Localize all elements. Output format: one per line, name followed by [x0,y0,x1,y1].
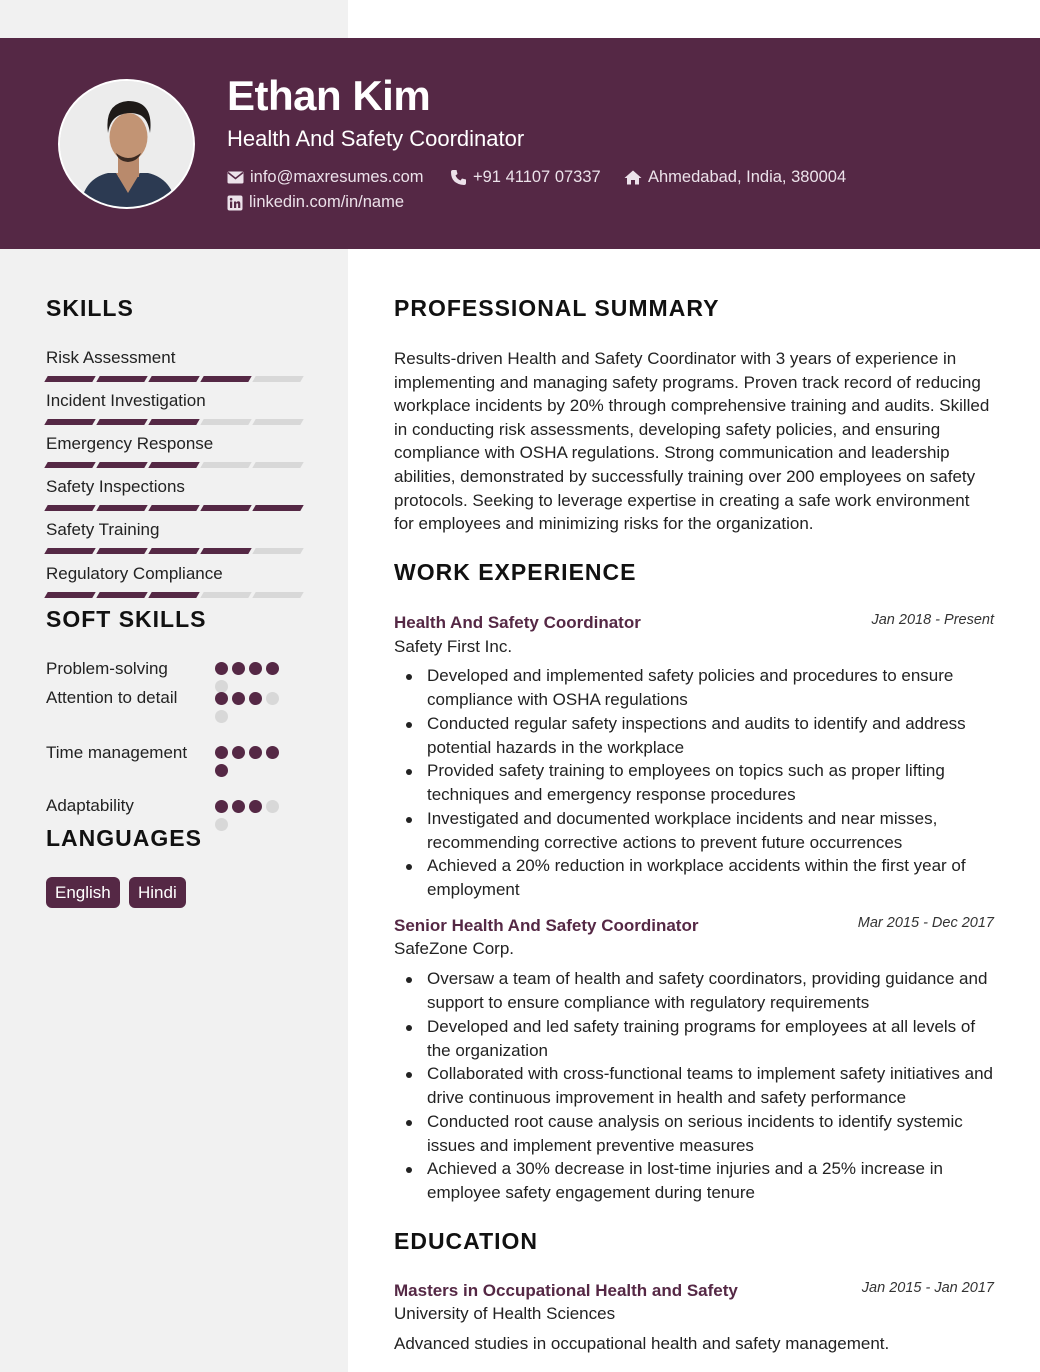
address-contact [624,168,846,187]
rating-dot [232,692,245,705]
skill-level-segment [44,548,95,554]
skill-level-segment [148,505,199,511]
skill-level-segment [252,419,303,425]
linkedin-text: linkedin.com/in/name [249,193,404,211]
skill-level-segment [44,462,95,468]
summary-text: Results-driven Health and Safety Coordinator with 3 years of experience in implementing and managing safety programs. Proven track record of reducing workplace incidents by 20% through comprehensive training and audits. Skilled in conducting risk assessments, developing safety policies, and ensuring compliance with OSHA regulations. Strong communication and leadership abilities, demonstrated by successfully training over 200 employees on safety protocols. Seeking to leverage expertise in creating a safe work environment for employees and minimizing risks for the organization. [394,349,990,534]
job-role: Senior Health And Safety Coordinator [394,916,699,935]
candidate-name: Ethan Kim [227,72,431,119]
skill-level-segment [252,376,303,382]
summary-heading: PROFESSIONAL SUMMARY [394,295,720,321]
skill-level-segment [96,376,147,382]
header-banner [0,38,1040,249]
linkedin-contact[interactable] [227,193,404,212]
skill-level-segment [252,505,303,511]
education-school: University of Health Sciences [394,1304,616,1323]
skill-label: Safety Training [46,520,160,539]
soft-skill-label: Attention to detail [46,688,178,707]
address-text: Ahmedabad, India, 380004 [648,168,847,186]
experience-heading: WORK EXPERIENCE [394,559,637,585]
skill-level-segment [200,462,251,468]
job-dates: Jan 2018 - Present [871,612,994,628]
rating-dot [266,746,279,759]
languages-heading: LANGUAGES [46,825,202,851]
job-dates: Mar 2015 - Dec 2017 [857,915,994,931]
education-description: Advanced studies in occupational health and safety management. [394,1334,890,1353]
list-item: Investigated and documented workplace incidents and near misses, recommending corrective actions to prevent future occurrences [394,807,994,855]
rating-dot [249,692,262,705]
list-item: Achieved a 30% decrease in lost-time injuries and a 25% increase in employee safety engagement during tenure [394,1157,994,1205]
skill-level-segment [252,592,303,598]
skill-level-segment [148,376,199,382]
list-item: Collaborated with cross-functional teams to implement safety initiatives and drive continuous improvement in health and safety performance [394,1062,994,1110]
job-company: SafeZone Corp. [394,939,515,958]
skill-label: Regulatory Compliance [46,564,223,583]
skill-label: Risk Assessment [46,348,176,367]
skill-level-segment [148,419,199,425]
job-bullets [394,967,994,1205]
job-company: Safety First Inc. [394,637,513,656]
avatar [58,79,195,209]
skill-label: Emergency Response [46,434,214,453]
skill-label: Safety Inspections [46,477,185,496]
skill-level-bar [46,462,302,468]
rating-dot [215,662,228,675]
phone-contact[interactable] [450,168,601,187]
education-dates: Jan 2015 - Jan 2017 [861,1280,994,1296]
list-item: Conducted regular safety inspections and audits to identify and address potential hazards in the workplace [394,712,994,760]
language-badge-hindi: Hindi [129,877,186,908]
soft-skills-heading: SOFT SKILLS [46,606,207,632]
list-item: Provided safety training to employees on topics such as proper lifting techniques and emergency response procedures [394,759,994,807]
job-bullets [394,664,994,902]
email-text: info@maxresumes.com [250,168,424,186]
list-item: Oversaw a team of health and safety coordinators, providing guidance and support to ensure compliance with regulatory requirements [394,967,994,1015]
rating-dot [249,746,262,759]
skill-level-segment [96,548,147,554]
skill-level-segment [200,505,251,511]
job-role: Health And Safety Coordinator [394,613,641,632]
rating-dot [232,662,245,675]
list-item: Developed and led safety training programs for employees at all levels of the organization [394,1015,994,1063]
rating-dot [232,800,245,813]
rating-dot [249,662,262,675]
soft-skill-label: Time management [46,743,188,762]
soft-skill-label: Problem-solving [46,659,168,678]
email-contact[interactable] [227,168,424,187]
skills-heading: SKILLS [46,295,134,321]
skill-level-segment [148,548,199,554]
envelope-icon [227,171,244,184]
skill-level-segment [44,592,95,598]
skill-level-segment [96,505,147,511]
education-degree: Masters in Occupational Health and Safety [394,1281,738,1300]
rating-dot [266,662,279,675]
skill-level-segment [148,592,199,598]
language-badge-english: English [46,877,120,908]
skill-level-segment [200,592,251,598]
skill-level-segment [96,592,147,598]
phone-icon [450,169,467,186]
linkedin-icon [227,195,243,211]
skill-level-segment [44,505,95,511]
skill-level-bar [46,419,302,425]
skill-level-bar [46,548,302,554]
candidate-title: Health And Safety Coordinator [227,126,525,151]
skill-level-segment [200,376,251,382]
skill-level-segment [148,462,199,468]
skill-level-segment [252,462,303,468]
soft-skill-label: Adaptability [46,796,134,815]
home-icon [624,170,642,185]
skill-level-bar [46,505,302,511]
skill-level-bar [46,376,302,382]
education-heading: EDUCATION [394,1228,539,1254]
list-item: Conducted root cause analysis on serious incidents to identify systemic issues and implement preventive measures [394,1110,994,1158]
skill-level-segment [252,548,303,554]
skill-label: Incident Investigation [46,391,206,410]
soft-skill-rating [215,746,290,777]
skill-level-segment [200,548,251,554]
soft-skill-rating [215,800,290,831]
skill-level-segment [96,462,147,468]
rating-dot [215,764,228,777]
list-item: Achieved a 20% reduction in workplace accidents within the first year of employment [394,854,994,902]
skill-level-segment [200,419,251,425]
rating-dot [232,746,245,759]
rating-dot [249,800,262,813]
rating-dot [215,800,228,813]
list-item: Developed and implemented safety policies and procedures to ensure compliance with OSHA regulations [394,664,994,712]
rating-dot [215,692,228,705]
rating-dot [215,746,228,759]
soft-skill-rating [215,692,290,723]
skill-level-segment [44,419,95,425]
skill-level-segment [96,419,147,425]
phone-text: +91 41107 07337 [473,168,601,186]
rating-dot [266,692,279,705]
soft-skill-rating [215,662,290,693]
skill-level-segment [44,376,95,382]
rating-dot [215,710,228,723]
rating-dot [215,818,228,831]
skill-level-bar [46,592,302,598]
rating-dot [266,800,279,813]
